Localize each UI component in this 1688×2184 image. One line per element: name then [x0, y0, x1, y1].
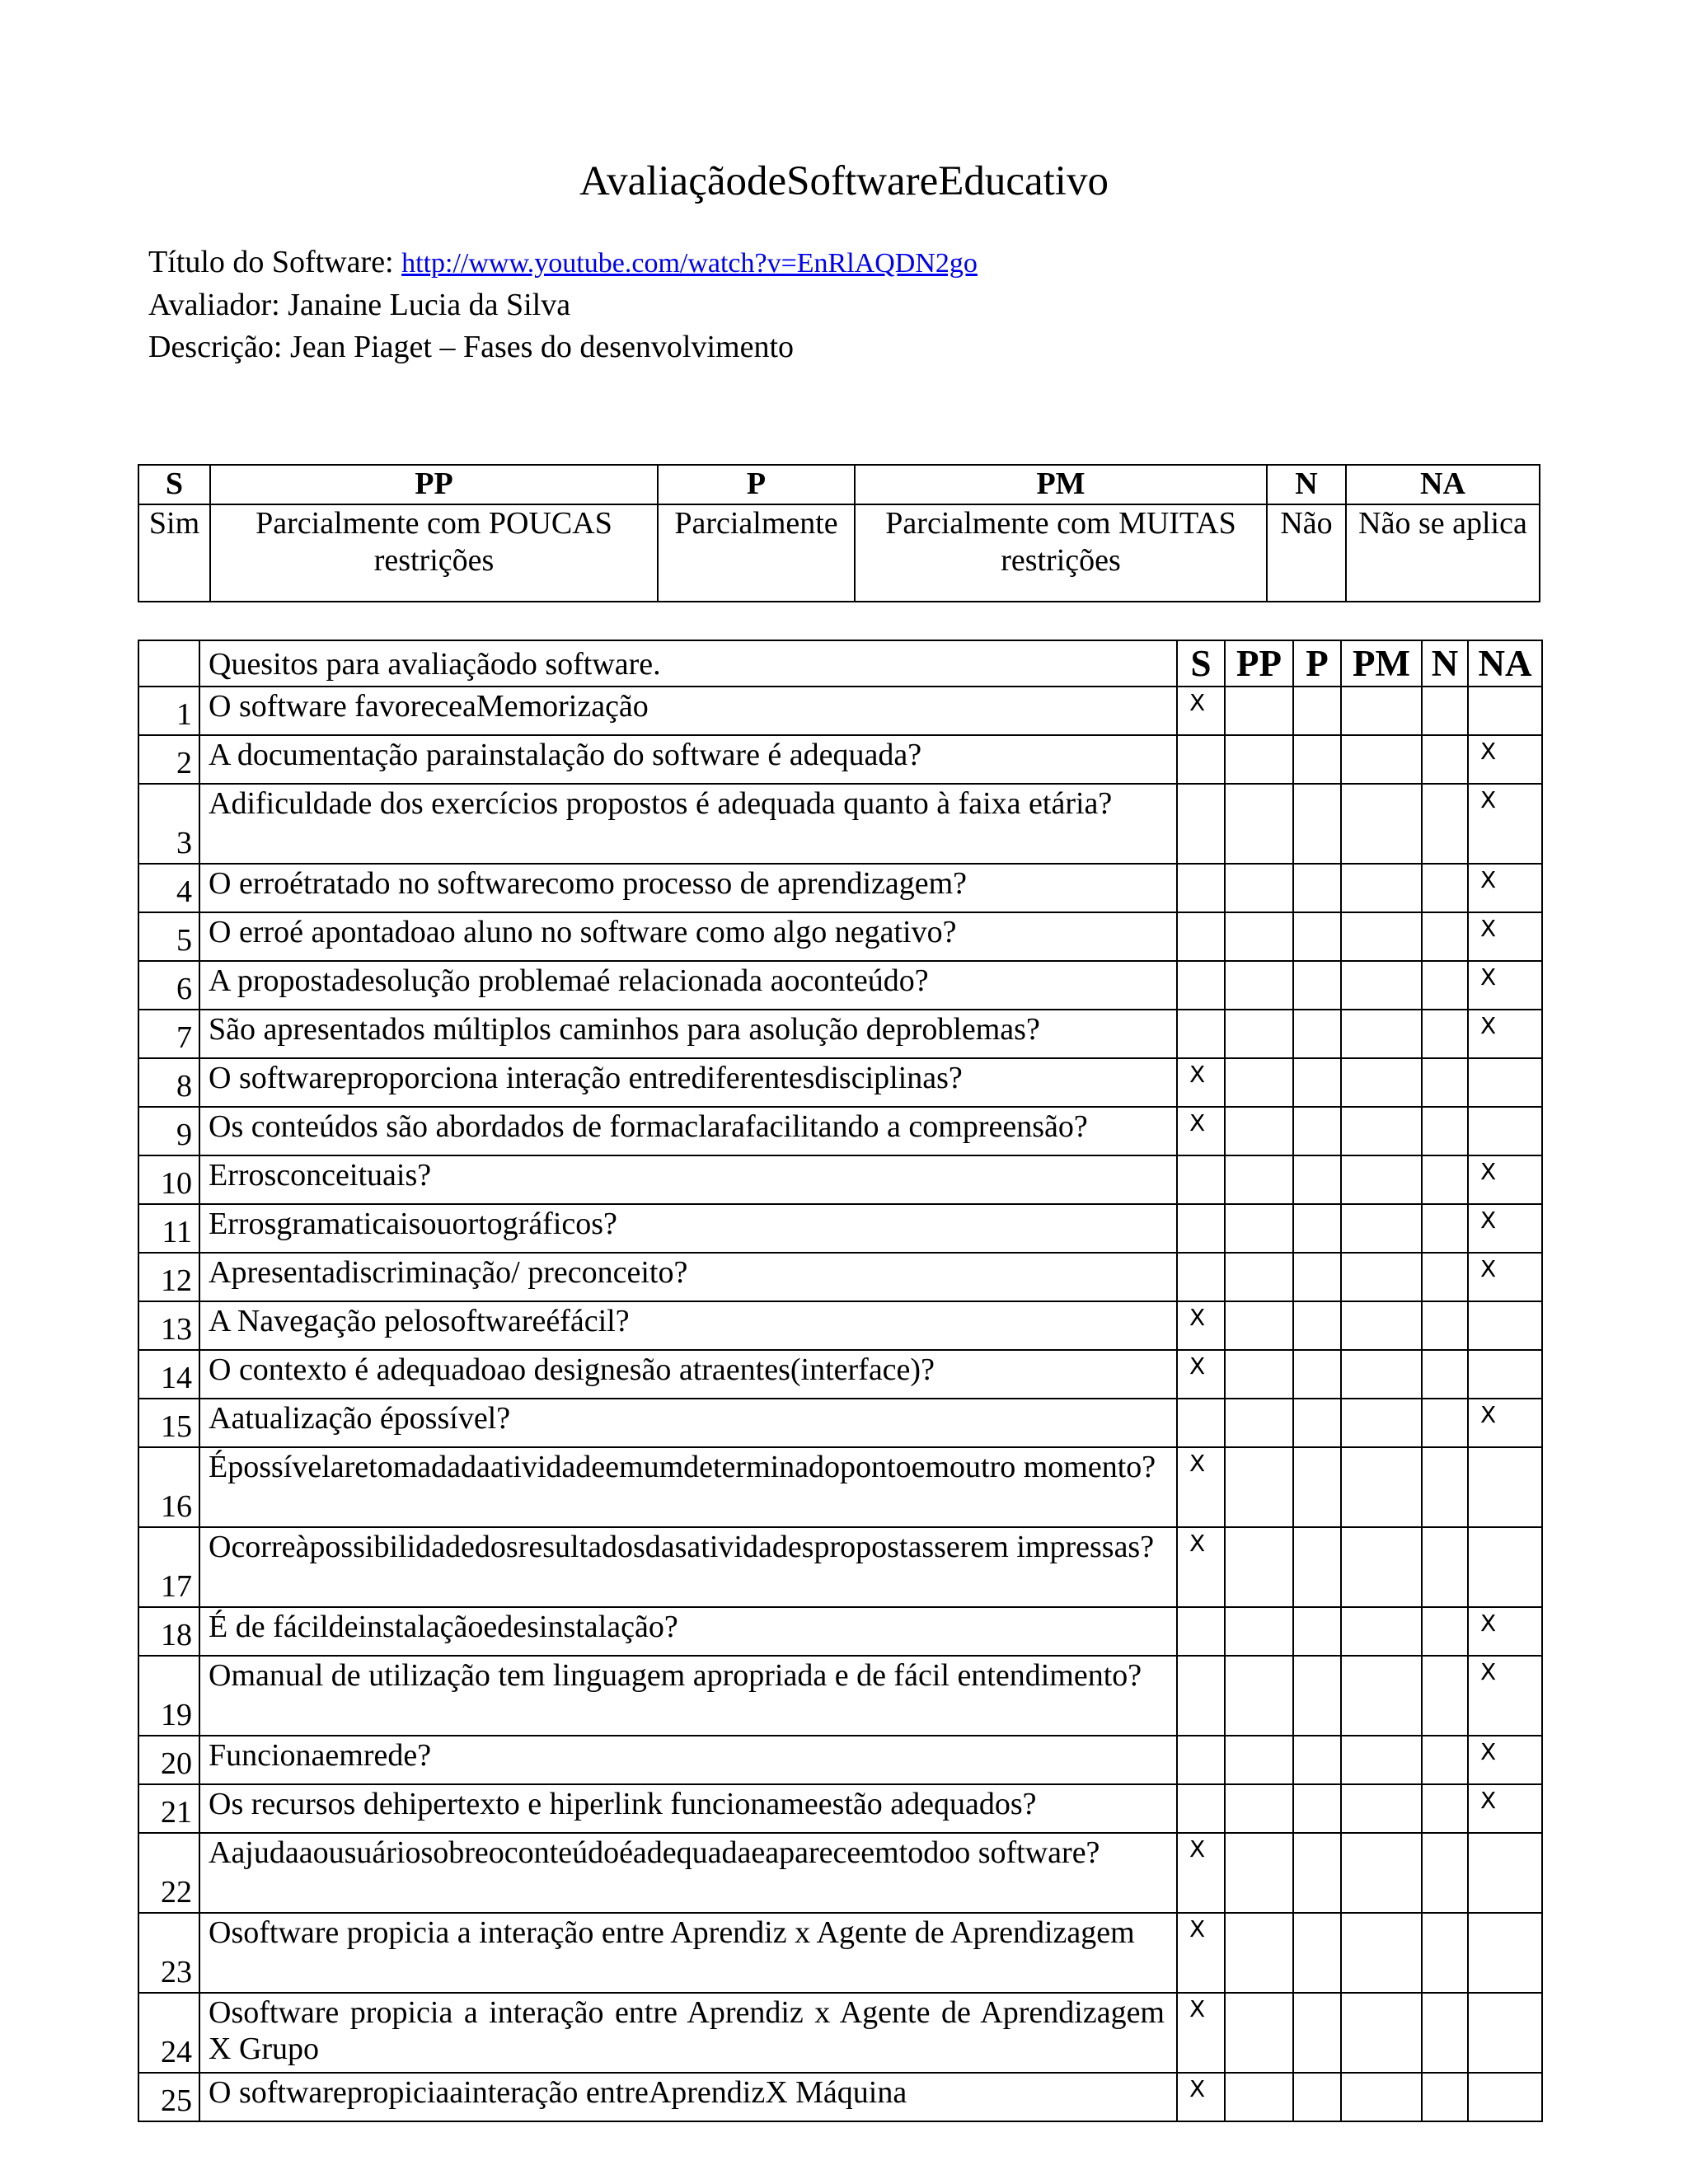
- criterion-text: A Navegação pelosoftwareéfácil?: [199, 1301, 1177, 1350]
- mark-cell-s: [1177, 1656, 1225, 1736]
- mark-cell-pp: [1225, 1656, 1293, 1736]
- legend-code: PM: [855, 465, 1267, 504]
- mark-cell-p: [1293, 1253, 1341, 1301]
- mark-cell-p: [1293, 1913, 1341, 1993]
- criterion-text: Épossívelaretomadadaatividadeemumdeterminadopontoemoutro momento?: [199, 1447, 1177, 1527]
- mark-cell-pp: [1225, 784, 1293, 864]
- legend-codes-row: [138, 465, 1540, 504]
- column-header-s: S: [1177, 640, 1225, 687]
- criterion-text: Osoftware propicia a interação entre Aprendiz x Agente de Aprendizagem X Grupo: [199, 1993, 1177, 2073]
- legend-code: NA: [1346, 465, 1540, 504]
- mark-cell-p: [1293, 1784, 1341, 1833]
- mark-cell-pp: [1225, 1447, 1293, 1527]
- row-number: 5: [138, 912, 199, 961]
- mark-cell-n: [1422, 1447, 1468, 1527]
- row-number: 6: [138, 961, 199, 1010]
- criterion-text: O erroétratado no softwarecomo processo de aprendizagem?: [199, 864, 1177, 912]
- column-header-na: NA: [1468, 640, 1542, 687]
- mark-cell-p: [1293, 1301, 1341, 1350]
- mark-cell-s: X: [1177, 687, 1225, 735]
- mark-cell-pp: [1225, 1107, 1293, 1155]
- legend-code: P: [658, 465, 855, 504]
- row-number: 7: [138, 1010, 199, 1058]
- mark-cell-na: [1468, 1301, 1542, 1350]
- mark-cell-pp: [1225, 1253, 1293, 1301]
- mark-cell-p: [1293, 1010, 1341, 1058]
- mark-cell-na: [1468, 1527, 1542, 1607]
- row-number: 11: [138, 1204, 199, 1253]
- mark-cell-p: [1293, 784, 1341, 864]
- mark-cell-n: [1422, 1399, 1468, 1447]
- mark-cell-p: [1293, 1833, 1341, 1913]
- table-row: [138, 687, 1542, 735]
- legend-table: [138, 464, 1540, 602]
- mark-cell-pm: [1341, 1656, 1422, 1736]
- mark-cell-na: X: [1468, 1399, 1542, 1447]
- mark-cell-pm: [1341, 912, 1422, 961]
- mark-cell-pm: [1341, 1527, 1422, 1607]
- criterion-text: O softwarepropiciaainteração entreAprendizX Máquina: [199, 2073, 1177, 2121]
- mark-cell-na: X: [1468, 1155, 1542, 1204]
- mark-cell-pp: [1225, 1399, 1293, 1447]
- mark-cell-n: [1422, 687, 1468, 735]
- criterion-text: Funcionaemrede?: [199, 1736, 1177, 1784]
- mark-cell-pp: [1225, 864, 1293, 912]
- column-header-p: P: [1293, 640, 1341, 687]
- table-row: [138, 1913, 1542, 1993]
- row-number: 2: [138, 735, 199, 784]
- mark-cell-n: [1422, 1607, 1468, 1656]
- evaluator-line: Avaliador: Janaine Lucia da Silva: [148, 288, 571, 322]
- mark-cell-na: X: [1468, 1784, 1542, 1833]
- criteria-table: [138, 640, 1543, 2122]
- mark-cell-na: X: [1468, 1253, 1542, 1301]
- legend-descriptions-row: [138, 504, 1540, 602]
- criterion-text: Apresentadiscriminação/ preconceito?: [199, 1253, 1177, 1301]
- table-row: [138, 1833, 1542, 1913]
- mark-cell-pm: [1341, 1833, 1422, 1913]
- table-row: [138, 1107, 1542, 1155]
- mark-cell-pm: [1341, 784, 1422, 864]
- mark-cell-pp: [1225, 1155, 1293, 1204]
- mark-cell-pp: [1225, 735, 1293, 784]
- mark-cell-s: X: [1177, 1301, 1225, 1350]
- table-row: [138, 1447, 1542, 1527]
- mark-cell-pp: [1225, 687, 1293, 735]
- mark-cell-p: [1293, 1527, 1341, 1607]
- mark-cell-s: [1177, 1204, 1225, 1253]
- criterion-text: Errosconceituais?: [199, 1155, 1177, 1204]
- mark-cell-pm: [1341, 961, 1422, 1010]
- legend-desc: Parcialmente com MUITAS restrições: [855, 504, 1267, 602]
- legend-code: PP: [210, 465, 658, 504]
- legend-code: S: [138, 465, 210, 504]
- mark-cell-pp: [1225, 1736, 1293, 1784]
- table-row: [138, 1301, 1542, 1350]
- table-row: [138, 1010, 1542, 1058]
- mark-cell-s: [1177, 1736, 1225, 1784]
- mark-cell-s: X: [1177, 1350, 1225, 1399]
- description-line: Descrição: Jean Piaget – Fases do desenvolvimento: [148, 330, 795, 364]
- mark-cell-pp: [1225, 1913, 1293, 1993]
- mark-cell-n: [1422, 1833, 1468, 1913]
- mark-cell-na: [1468, 1447, 1542, 1527]
- mark-cell-pp: [1225, 2073, 1293, 2121]
- mark-cell-na: [1468, 1058, 1542, 1107]
- mark-cell-pm: [1341, 1058, 1422, 1107]
- mark-cell-n: [1422, 1350, 1468, 1399]
- mark-cell-na: X: [1468, 1656, 1542, 1736]
- row-number: 24: [138, 1993, 199, 2073]
- mark-cell-p: [1293, 1656, 1341, 1736]
- mark-cell-n: [1422, 1736, 1468, 1784]
- mark-cell-n: [1422, 1155, 1468, 1204]
- mark-cell-na: X: [1468, 1607, 1542, 1656]
- row-number: 21: [138, 1784, 199, 1833]
- mark-cell-n: [1422, 1107, 1468, 1155]
- criterion-text: O softwareproporciona interação entrediferentesdisciplinas?: [199, 1058, 1177, 1107]
- mark-cell-pm: [1341, 1399, 1422, 1447]
- table-row: [138, 1058, 1542, 1107]
- mark-cell-na: X: [1468, 1010, 1542, 1058]
- mark-cell-na: X: [1468, 961, 1542, 1010]
- mark-cell-s: X: [1177, 2073, 1225, 2121]
- criterion-text: Aatualização épossível?: [199, 1399, 1177, 1447]
- criterion-text: Osoftware propicia a interação entre Aprendiz x Agente de Aprendizagem: [199, 1913, 1177, 1993]
- mark-cell-na: X: [1468, 1204, 1542, 1253]
- row-number: 1: [138, 687, 199, 735]
- mark-cell-s: X: [1177, 1058, 1225, 1107]
- row-number: 15: [138, 1399, 199, 1447]
- mark-cell-pp: [1225, 961, 1293, 1010]
- mark-cell-na: [1468, 2073, 1542, 2121]
- mark-cell-na: [1468, 1913, 1542, 1993]
- legend-desc: Não: [1267, 504, 1346, 602]
- mark-cell-pm: [1341, 1204, 1422, 1253]
- criteria-header-row: [138, 640, 1542, 687]
- mark-cell-na: [1468, 1107, 1542, 1155]
- mark-cell-n: [1422, 1527, 1468, 1607]
- mark-cell-s: [1177, 1399, 1225, 1447]
- mark-cell-pp: [1225, 1993, 1293, 2073]
- mark-cell-p: [1293, 687, 1341, 735]
- software-url-link[interactable]: http://www.youtube.com/watch?v=EnRlAQDN2go: [401, 248, 978, 279]
- criterion-text: Os conteúdos são abordados de formaclarafacilitando a compreensão?: [199, 1107, 1177, 1155]
- software-title-label: Título do Software:: [148, 245, 402, 279]
- mark-cell-s: X: [1177, 1447, 1225, 1527]
- mark-cell-p: [1293, 912, 1341, 961]
- table-row: [138, 1993, 1542, 2073]
- mark-cell-s: X: [1177, 1527, 1225, 1607]
- table-row: [138, 735, 1542, 784]
- mark-cell-na: X: [1468, 864, 1542, 912]
- mark-cell-n: [1422, 1058, 1468, 1107]
- mark-cell-n: [1422, 912, 1468, 961]
- mark-cell-pm: [1341, 1447, 1422, 1527]
- mark-cell-s: [1177, 784, 1225, 864]
- mark-cell-pm: [1341, 2073, 1422, 2121]
- number-header-cell: [138, 640, 199, 687]
- mark-cell-na: [1468, 1993, 1542, 2073]
- mark-cell-s: [1177, 1155, 1225, 1204]
- column-header-pp: PP: [1225, 640, 1293, 687]
- table-row: [138, 961, 1542, 1010]
- mark-cell-p: [1293, 961, 1341, 1010]
- mark-cell-pm: [1341, 735, 1422, 784]
- row-number: 12: [138, 1253, 199, 1301]
- mark-cell-pp: [1225, 1301, 1293, 1350]
- mark-cell-pm: [1341, 1736, 1422, 1784]
- table-row: [138, 1399, 1542, 1447]
- mark-cell-p: [1293, 1155, 1341, 1204]
- row-number: 3: [138, 784, 199, 864]
- row-number: 19: [138, 1656, 199, 1736]
- mark-cell-pm: [1341, 687, 1422, 735]
- page-title: AvaliaçãodeSoftwareEducativo: [579, 158, 1109, 204]
- mark-cell-pp: [1225, 1058, 1293, 1107]
- criterion-text: Os recursos dehipertexto e hiperlink funcionameestão adequados?: [199, 1784, 1177, 1833]
- row-number: 23: [138, 1913, 199, 1993]
- mark-cell-n: [1422, 1204, 1468, 1253]
- column-header-n: N: [1422, 640, 1468, 687]
- mark-cell-s: [1177, 1010, 1225, 1058]
- mark-cell-p: [1293, 735, 1341, 784]
- row-number: 14: [138, 1350, 199, 1399]
- mark-cell-pp: [1225, 1833, 1293, 1913]
- mark-cell-na: [1468, 1833, 1542, 1913]
- criterion-text: O software favoreceaMemorização: [199, 687, 1177, 735]
- mark-cell-p: [1293, 1993, 1341, 2073]
- mark-cell-n: [1422, 1913, 1468, 1993]
- mark-cell-s: [1177, 735, 1225, 784]
- legend-desc: Sim: [138, 504, 210, 602]
- mark-cell-pp: [1225, 1607, 1293, 1656]
- mark-cell-pm: [1341, 1107, 1422, 1155]
- mark-cell-n: [1422, 1253, 1468, 1301]
- mark-cell-s: [1177, 1784, 1225, 1833]
- row-number: 22: [138, 1833, 199, 1913]
- row-number: 13: [138, 1301, 199, 1350]
- row-number: 8: [138, 1058, 199, 1107]
- mark-cell-pm: [1341, 1010, 1422, 1058]
- mark-cell-p: [1293, 1447, 1341, 1527]
- row-number: 16: [138, 1447, 199, 1527]
- mark-cell-n: [1422, 1301, 1468, 1350]
- table-row: [138, 1607, 1542, 1656]
- legend-code: N: [1267, 465, 1346, 504]
- mark-cell-na: X: [1468, 735, 1542, 784]
- mark-cell-pm: [1341, 1913, 1422, 1993]
- criterion-text: Errosgramaticaisouortográficos?: [199, 1204, 1177, 1253]
- row-number: 17: [138, 1527, 199, 1607]
- mark-cell-s: [1177, 961, 1225, 1010]
- row-number: 9: [138, 1107, 199, 1155]
- mark-cell-pp: [1225, 912, 1293, 961]
- mark-cell-pm: [1341, 864, 1422, 912]
- table-row: [138, 912, 1542, 961]
- legend-desc: Parcialmente com POUCAS restrições: [210, 504, 658, 602]
- criterion-text: O erroé apontadoao aluno no software como algo negativo?: [199, 912, 1177, 961]
- legend-desc: Parcialmente: [658, 504, 855, 602]
- mark-cell-pp: [1225, 1010, 1293, 1058]
- criterion-text: São apresentados múltiplos caminhos para asolução deproblemas?: [199, 1010, 1177, 1058]
- table-row: [138, 1656, 1542, 1736]
- mark-cell-p: [1293, 1107, 1341, 1155]
- mark-cell-n: [1422, 2073, 1468, 2121]
- criterion-text: É de fácildeinstalaçãoedesinstalação?: [199, 1607, 1177, 1656]
- mark-cell-pm: [1341, 1155, 1422, 1204]
- mark-cell-p: [1293, 864, 1341, 912]
- mark-cell-n: [1422, 1656, 1468, 1736]
- row-number: 20: [138, 1736, 199, 1784]
- mark-cell-na: [1468, 1350, 1542, 1399]
- mark-cell-p: [1293, 1350, 1341, 1399]
- mark-cell-p: [1293, 1736, 1341, 1784]
- mark-cell-pp: [1225, 1350, 1293, 1399]
- mark-cell-s: X: [1177, 1833, 1225, 1913]
- mark-cell-s: [1177, 912, 1225, 961]
- mark-cell-na: X: [1468, 1736, 1542, 1784]
- criterion-text: Ocorreàpossibilidadedosresultadosdasatividadespropostasserem impressas?: [199, 1527, 1177, 1607]
- mark-cell-pm: [1341, 1350, 1422, 1399]
- mark-cell-s: X: [1177, 1107, 1225, 1155]
- mark-cell-n: [1422, 735, 1468, 784]
- criterion-text: A documentação parainstalação do software é adequada?: [199, 735, 1177, 784]
- mark-cell-p: [1293, 1399, 1341, 1447]
- mark-cell-p: [1293, 2073, 1341, 2121]
- mark-cell-s: X: [1177, 1913, 1225, 1993]
- criterion-text: O contexto é adequadoao designesão atraentes(interface)?: [199, 1350, 1177, 1399]
- table-row: [138, 864, 1542, 912]
- legend-desc: Não se aplica: [1346, 504, 1540, 602]
- table-row: [138, 784, 1542, 864]
- mark-cell-pm: [1341, 1253, 1422, 1301]
- mark-cell-pm: [1341, 1301, 1422, 1350]
- mark-cell-p: [1293, 1058, 1341, 1107]
- criterion-text: Omanual de utilização tem linguagem apropriada e de fácil entendimento?: [199, 1656, 1177, 1736]
- row-number: 25: [138, 2073, 199, 2121]
- table-row: [138, 1736, 1542, 1784]
- table-row: [138, 1350, 1542, 1399]
- table-row: [138, 1155, 1542, 1204]
- mark-cell-p: [1293, 1607, 1341, 1656]
- table-row: [138, 1253, 1542, 1301]
- table-row: [138, 1527, 1542, 1607]
- mark-cell-pp: [1225, 1204, 1293, 1253]
- row-number: 4: [138, 864, 199, 912]
- mark-cell-na: X: [1468, 784, 1542, 864]
- mark-cell-pm: [1341, 1784, 1422, 1833]
- row-number: 18: [138, 1607, 199, 1656]
- criterion-text: A propostadesolução problemaé relacionada aoconteúdo?: [199, 961, 1177, 1010]
- mark-cell-n: [1422, 1993, 1468, 2073]
- mark-cell-s: [1177, 1253, 1225, 1301]
- mark-cell-pm: [1341, 1993, 1422, 2073]
- mark-cell-n: [1422, 1784, 1468, 1833]
- mark-cell-n: [1422, 784, 1468, 864]
- table-row: [138, 2073, 1542, 2121]
- criterion-text: Adificuldade dos exercícios propostos é adequada quanto à faixa etária?: [199, 784, 1177, 864]
- mark-cell-n: [1422, 864, 1468, 912]
- mark-cell-pm: [1341, 1607, 1422, 1656]
- mark-cell-s: [1177, 1607, 1225, 1656]
- mark-cell-na: X: [1468, 912, 1542, 961]
- mark-cell-pp: [1225, 1784, 1293, 1833]
- mark-cell-pp: [1225, 1527, 1293, 1607]
- criteria-header: Quesitos para avaliaçãodo software.: [199, 640, 1177, 687]
- mark-cell-na: [1468, 687, 1542, 735]
- mark-cell-p: [1293, 1204, 1341, 1253]
- software-title-line: [148, 243, 978, 283]
- column-header-pm: PM: [1341, 640, 1422, 687]
- row-number: 10: [138, 1155, 199, 1204]
- criterion-text: Aajudaaousuáriosobreoconteúdoéadequadaeapareceemtodoo software?: [199, 1833, 1177, 1913]
- table-row: [138, 1784, 1542, 1833]
- mark-cell-s: X: [1177, 1993, 1225, 2073]
- mark-cell-n: [1422, 961, 1468, 1010]
- table-row: [138, 1204, 1542, 1253]
- mark-cell-n: [1422, 1010, 1468, 1058]
- mark-cell-s: [1177, 864, 1225, 912]
